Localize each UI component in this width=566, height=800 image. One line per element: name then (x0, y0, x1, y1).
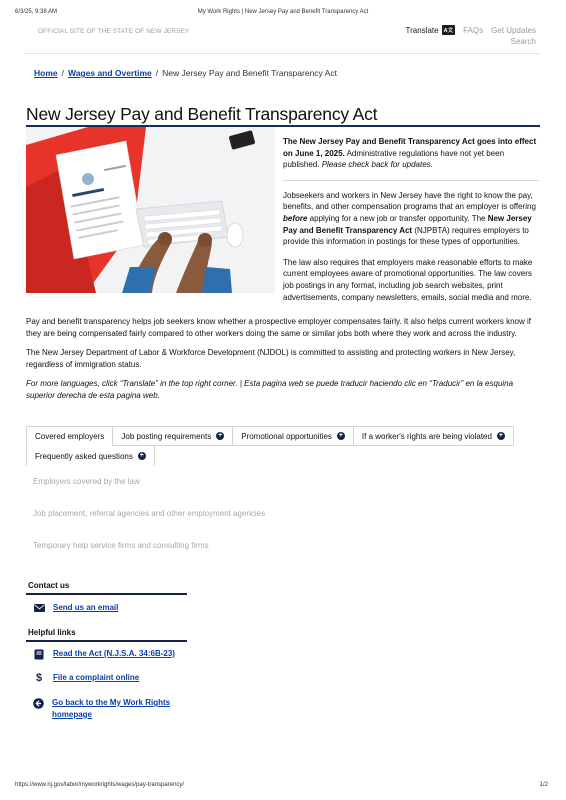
top-nav (406, 25, 536, 35)
tab-label: Frequently asked questions (35, 451, 133, 461)
file-complaint-link[interactable]: File a complaint online (53, 673, 140, 682)
promotional-paragraph: The law also requires that employers make reasonable efforts to make current employees aware of promotional opportunities. The law covers job postings in any format, including job search websites, print advertisements, company newsletters, emails, social media and more. (283, 257, 533, 302)
search-link[interactable]: Search (510, 37, 536, 46)
helpful-links-rule (26, 640, 187, 642)
page-title: New Jersey Pay and Benefit Transparency Act (26, 104, 378, 124)
workspace-photo (26, 127, 275, 293)
effective-date-notice (283, 136, 539, 171)
official-site-label: OFFICIAL SITE OF THE STATE OF NEW JERSEY (38, 28, 190, 35)
envelope-icon (33, 602, 45, 614)
plus-icon: + (338, 432, 343, 439)
print-footer-url: https://www.nj.gov/labor/myworkrights/wages/pay-transparency/ (15, 782, 185, 788)
tab-label: If a worker's rights are being violated (361, 431, 492, 441)
plus-icon: + (139, 452, 144, 459)
njdol-paragraph: The New Jersey Department of Labor & Workforce Development (NJDOL) is committed to assisting and protecting workers in New Jersey, regardless of immigration status. (26, 348, 516, 369)
breadcrumb (34, 68, 337, 78)
tab-promotional-opportunities[interactable] (232, 426, 353, 446)
intro-text: Jobseekers and workers in New Jersey have the right to know the pay, benefits, and other compensation programs that an employer is offering (283, 190, 536, 212)
intro-text: (NJPBTA) requires employers to provide this information in postings for these types of opportunities. (283, 225, 529, 247)
print-page-number: 1/2 (539, 782, 548, 788)
breadcrumb-current: New Jersey Pay and Benefit Transparency Act (162, 68, 337, 78)
contact-rule (26, 593, 187, 595)
notice-text: Administrative regulations have not yet been published. (283, 148, 505, 170)
intro-text: applying for a new job or transfer opportunity. The (307, 213, 488, 223)
tab-faq[interactable] (26, 446, 155, 466)
get-updates-link[interactable]: Get Updates (491, 25, 536, 35)
tab-covered-employers[interactable] (26, 426, 112, 446)
breadcrumb-separator: / (155, 68, 159, 78)
intro-emphasis: before (283, 213, 308, 223)
translate-note: For more languages, click “Translate” in the top right corner. | Esta pagina web se puede traducir haciendo clic en “Traducir” en la esquina superior derecha de esta pagina web. (26, 379, 514, 400)
breadcrumb-wages[interactable]: Wages and Overtime (68, 68, 152, 78)
translate-button[interactable] (406, 25, 456, 35)
tab-label: Covered employers (35, 431, 105, 441)
contact-heading: Contact us (28, 581, 70, 590)
accordion-job-placement[interactable]: Job placement, referral agencies and other employment agencies (33, 509, 266, 518)
tab-label: Promotional opportunities (241, 431, 332, 441)
contact-email-row (33, 602, 118, 614)
act-name: New Jersey Pay and Benefit Transparency Act (283, 213, 532, 235)
print-datetime: 6/3/25, 9:38 AM (15, 9, 58, 15)
notice-italic: Please check back for updates. (321, 160, 433, 170)
arrow-left-circle-icon (33, 697, 44, 709)
notice-bold: The New Jersey Pay and Benefit Transparency Act goes into effect on June 1, 2025. (283, 137, 537, 158)
file-complaint-row (33, 672, 139, 684)
helpful-links-heading: Helpful links (28, 628, 76, 637)
print-page-title: My Work Rights | New Jersey Pay and Benefit Transparency Act (197, 9, 369, 15)
plus-icon: + (498, 432, 504, 439)
read-act-row (33, 648, 175, 660)
tab-job-posting-requirements[interactable] (112, 426, 232, 446)
dollar-icon: $ (35, 672, 43, 684)
intro-panel (283, 136, 539, 312)
back-home-link[interactable]: Go back to the My Work Rights homepage (52, 698, 171, 719)
faqs-link[interactable]: FAQs (463, 25, 484, 35)
translate-label: Translate (405, 25, 439, 35)
intro-paragraph (283, 190, 539, 248)
accordion-temp-help[interactable]: Temporary help service firms and consulting firms (33, 541, 209, 550)
intro-divider (283, 180, 539, 181)
tab-label: Job posting requirements (121, 431, 212, 441)
back-home-row (33, 697, 183, 720)
read-act-link[interactable]: Read the Act (N.J.S.A. 34:6B-23) (53, 649, 175, 658)
book-icon (33, 648, 45, 660)
header-divider (24, 53, 540, 54)
translate-icon: A文 (442, 25, 455, 35)
send-email-link[interactable]: Send us an email (53, 603, 119, 612)
transparency-paragraph: Pay and benefit transparency helps job seekers know whether a prospective employer compensates fairly. It also helps current workers know if they are being compensated fairly compared to other workers doing the same or similar jobs both where they work and across the industry. (26, 317, 531, 338)
plus-icon: + (218, 432, 223, 439)
breadcrumb-separator: / (61, 68, 64, 78)
tab-rights-violated[interactable] (353, 426, 514, 446)
accordion-employers-covered[interactable]: Employers covered by the law (33, 477, 140, 486)
topic-tabs (26, 426, 540, 466)
breadcrumb-home[interactable]: Home (34, 68, 58, 78)
